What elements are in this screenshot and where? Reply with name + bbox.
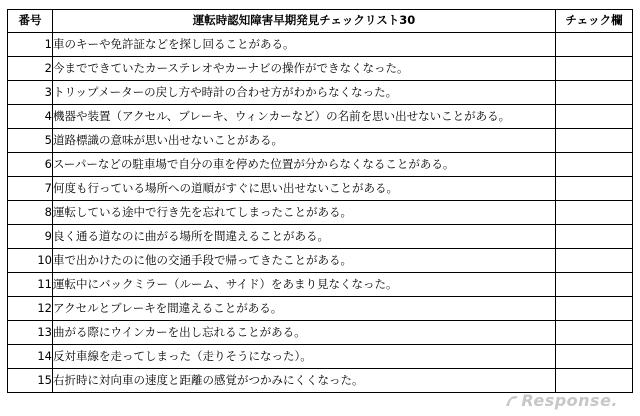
row-item-text: 何度も行っている場所への道順がすぐに思い出せないことがある。 [53, 177, 556, 201]
table-row [8, 273, 633, 297]
row-check-cell[interactable] [556, 33, 633, 57]
row-item-text: 今までできていたカーステレオやカーナビの操作ができなくなった。 [53, 57, 556, 81]
row-check-cell[interactable] [556, 153, 633, 177]
row-item-text: トリップメーターの戻し方や時計の合わせ方がわからなくなった。 [53, 81, 556, 105]
row-check-cell[interactable] [556, 105, 633, 129]
row-item-text: 右折時に対向車の速度と距離の感覚がつかみにくくなった。 [53, 369, 556, 393]
row-item-text: 道路標識の意味が思い出せないことがある。 [53, 129, 556, 153]
row-check-cell[interactable] [556, 369, 633, 393]
row-check-cell[interactable] [556, 129, 633, 153]
row-number: 15 [8, 369, 53, 393]
row-check-cell[interactable] [556, 345, 633, 369]
row-item-text: アクセルとブレーキを間違えることがある。 [53, 297, 556, 321]
row-number: 7 [8, 177, 53, 201]
table-row [8, 201, 633, 225]
checklist-body [8, 33, 633, 393]
table-row [8, 81, 633, 105]
row-number: 3 [8, 81, 53, 105]
table-header-row [8, 10, 633, 33]
row-check-cell[interactable] [556, 273, 633, 297]
table-row [8, 345, 633, 369]
row-item-text: 車で出かけたのに他の交通手段で帰ってきたことがある。 [53, 249, 556, 273]
row-check-cell[interactable] [556, 81, 633, 105]
row-number: 10 [8, 249, 53, 273]
table-row [8, 153, 633, 177]
row-item-text: 車のキーや免許証などを探し回ることがある。 [53, 33, 556, 57]
row-check-cell[interactable] [556, 321, 633, 345]
table-row [8, 369, 633, 393]
table-row [8, 105, 633, 129]
table-row [8, 33, 633, 57]
table-row [8, 321, 633, 345]
table-row [8, 297, 633, 321]
row-number: 4 [8, 105, 53, 129]
row-item-text: 良く通る道なのに曲がる場所を間違えることがある。 [53, 225, 556, 249]
row-check-cell[interactable] [556, 57, 633, 81]
row-number: 8 [8, 201, 53, 225]
header-number: 番号 [8, 10, 53, 33]
row-item-text: 運転中にバックミラー（ルーム、サイド）をあまり見なくなった。 [53, 273, 556, 297]
row-check-cell[interactable] [556, 249, 633, 273]
watermark [504, 391, 618, 410]
table-row [8, 57, 633, 81]
header-check: チェック欄 [556, 10, 633, 33]
row-number: 12 [8, 297, 53, 321]
watermark-text: Response. [521, 391, 618, 410]
response-logo-icon [504, 394, 520, 408]
row-number: 6 [8, 153, 53, 177]
row-item-text: 反対車線を走ってしまった（走りそうになった）。 [53, 345, 556, 369]
row-number: 13 [8, 321, 53, 345]
header-title: 運転時認知障害早期発見チェックリスト30 [53, 10, 556, 33]
checklist-table [7, 9, 633, 393]
row-check-cell[interactable] [556, 177, 633, 201]
row-number: 14 [8, 345, 53, 369]
row-number: 2 [8, 57, 53, 81]
row-item-text: 運転している途中で行き先を忘れてしまったことがある。 [53, 201, 556, 225]
row-check-cell[interactable] [556, 201, 633, 225]
table-row [8, 225, 633, 249]
row-number: 1 [8, 33, 53, 57]
row-item-text: 曲がる際にウインカーを出し忘れることがある。 [53, 321, 556, 345]
row-number: 5 [8, 129, 53, 153]
row-number: 9 [8, 225, 53, 249]
table-row [8, 129, 633, 153]
row-check-cell[interactable] [556, 225, 633, 249]
row-item-text: 機器や装置（アクセル、ブレーキ、ウィンカーなど）の名前を思い出せないことがある。 [53, 105, 556, 129]
table-row [8, 177, 633, 201]
table-row [8, 249, 633, 273]
row-check-cell[interactable] [556, 297, 633, 321]
row-item-text: スーパーなどの駐車場で自分の車を停めた位置が分からなくなることがある。 [53, 153, 556, 177]
row-number: 11 [8, 273, 53, 297]
